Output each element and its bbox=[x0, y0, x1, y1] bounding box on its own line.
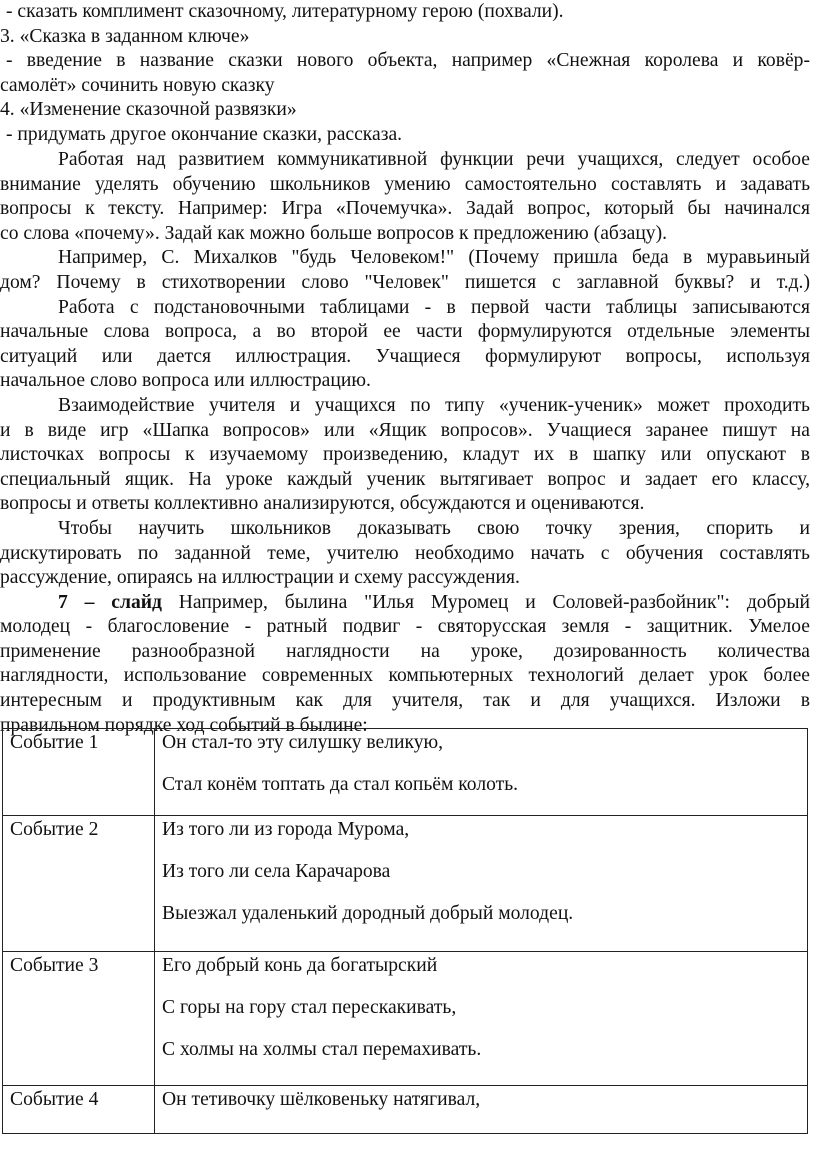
slide-label: 7 – слайд bbox=[58, 591, 162, 613]
paragraph-line: правильном порядке ход событий в былине: bbox=[0, 714, 368, 736]
paragraph-line: Работа с подстановочными таблицами - в первой части таблицы записываются bbox=[58, 296, 810, 318]
intro-line: - придумать другое окончание сказки, рассказа. bbox=[6, 123, 403, 145]
paragraph-mikhalkov bbox=[0, 246, 810, 295]
paragraph-line: дом? Почему в стихотворении слово "Человек" пишется с заглавной буквы? и т.д.) bbox=[0, 271, 810, 293]
paragraph-communication bbox=[0, 148, 810, 246]
slide-intro-text: Например, былина "Илья Муромец и Соловей-разбойник": добрый bbox=[161, 591, 811, 613]
paragraph-line: со слова «почему». Задай как можно больше вопросов к предложению (абзацу). bbox=[0, 222, 668, 244]
paragraph-line: Работая над развитием коммуникативной функции речи учащихся, следует особое bbox=[58, 149, 810, 170]
intro-line: - введение в название сказки нового объекта, например «Снежная королева и ковёр- bbox=[6, 50, 810, 72]
intro-heading: 3. «Сказка в заданном ключе» bbox=[0, 25, 250, 47]
table-row bbox=[3, 952, 808, 1086]
event-label-cell bbox=[3, 729, 155, 816]
intro-block bbox=[0, 0, 810, 148]
paragraph-line: Чтобы научить школьников доказывать свою точку зрения, спорить и bbox=[58, 517, 810, 539]
paragraph-line: ситуаций или дается иллюстрация. Учащиеся формулируют вопросы, используя bbox=[0, 345, 810, 367]
verse-line: Из того ли села Карачарова bbox=[162, 861, 391, 882]
paragraph-interaction bbox=[0, 394, 810, 517]
event-label-cell bbox=[3, 816, 155, 952]
event-label: Событие 1 bbox=[10, 732, 99, 753]
events-table bbox=[2, 728, 808, 1134]
paragraph-line: начальное слово вопроса или иллюстрацию. bbox=[0, 370, 371, 392]
verse-line: Его добрый конь да богатырский bbox=[162, 955, 438, 976]
paragraph-line: молодец - благословение - ратный подвиг - святорусская земля - защитник. Умелое bbox=[0, 616, 810, 638]
event-label-cell bbox=[3, 952, 155, 1086]
paragraph-line: дискутировать по заданной теме, учителю необходимо начать с обучения составлять bbox=[0, 542, 810, 564]
body-text bbox=[0, 148, 810, 738]
paragraph-slide-7 bbox=[0, 591, 810, 739]
intro-line: - сказать комплимент сказочному, литературному герою (похвали). bbox=[6, 1, 564, 22]
table-row bbox=[3, 729, 808, 816]
paragraph-line: наглядности, использование современных компьютерных технологий делает урок более bbox=[0, 665, 810, 687]
paragraph-line: начальные слова вопроса, а во второй ее части формулируются отдельные элементы bbox=[0, 321, 810, 343]
paragraph-line: интересным и продуктивным как для учителя, так и для учащихся. Изложи в bbox=[0, 690, 810, 712]
paragraph-line: вопросы и ответы коллективно анализируются, обсуждаются и оцениваются. bbox=[0, 493, 645, 515]
paragraph-line: Взаимодействие учителя и учащихся по типу «ученик-ученик» может проходить bbox=[58, 394, 810, 416]
verse-line: Он стал-то эту силушку великую, bbox=[162, 732, 444, 753]
verse-cell bbox=[155, 952, 808, 1086]
paragraph-line bbox=[0, 591, 810, 616]
event-label-cell bbox=[3, 1086, 155, 1134]
table-row bbox=[3, 816, 808, 952]
intro-line: самолёт» сочинить новую сказку bbox=[0, 74, 275, 96]
table-row bbox=[3, 1086, 808, 1134]
event-label: Событие 2 bbox=[10, 819, 99, 840]
paragraph-line: Например, С. Михалков "будь Человеком!" (Почему пришла беда в муравьиный bbox=[58, 247, 810, 269]
verse-cell bbox=[155, 1086, 808, 1134]
paragraph-tables bbox=[0, 296, 810, 394]
paragraph-line: внимание уделять обучению школьников умению самостоятельно составлять и задавать bbox=[0, 173, 810, 195]
verse-cell bbox=[155, 729, 808, 816]
verse-line: Выезжал удаленький дородный добрый молодец. bbox=[162, 903, 574, 924]
verse-line: Из того ли из города Мурома, bbox=[162, 819, 410, 840]
paragraph-line: применение разнообразной наглядности на уроке, дозированность количества bbox=[0, 640, 810, 662]
verse-line: С горы на гору стал перескакивать, bbox=[162, 997, 457, 1018]
paragraph-line: рассуждение, опираясь на иллюстрации и схему рассуждения. bbox=[0, 567, 520, 589]
paragraph-line: и в виде игр «Шапка вопросов» или «Ящик вопросов». Учащиеся заранее пишут на bbox=[0, 419, 810, 441]
paragraph-line: вопросы к тексту. Например: Игра «Почемучка». Задай вопрос, который бы начинался bbox=[0, 198, 810, 220]
event-label: Событие 3 bbox=[10, 955, 99, 976]
paragraph-line: листочках вопросы к изучаемому произведению, кладут их в шапку или опускают в bbox=[0, 444, 810, 466]
verse-line: Он тетивочку шёлковеньку натягивал, bbox=[162, 1089, 481, 1110]
verse-line: Стал конём топтать да стал копьём колоть. bbox=[162, 774, 519, 795]
event-label: Событие 4 bbox=[10, 1089, 99, 1110]
verse-cell bbox=[155, 816, 808, 952]
paragraph-line: специальный ящик. На уроке каждый ученик вытягивает вопрос и задает его классу, bbox=[0, 468, 810, 490]
paragraph-reasoning bbox=[0, 517, 810, 591]
verse-line: С холмы на холмы стал перемахивать. bbox=[162, 1039, 482, 1060]
intro-heading: 4. «Изменение сказочной развязки» bbox=[0, 99, 297, 121]
